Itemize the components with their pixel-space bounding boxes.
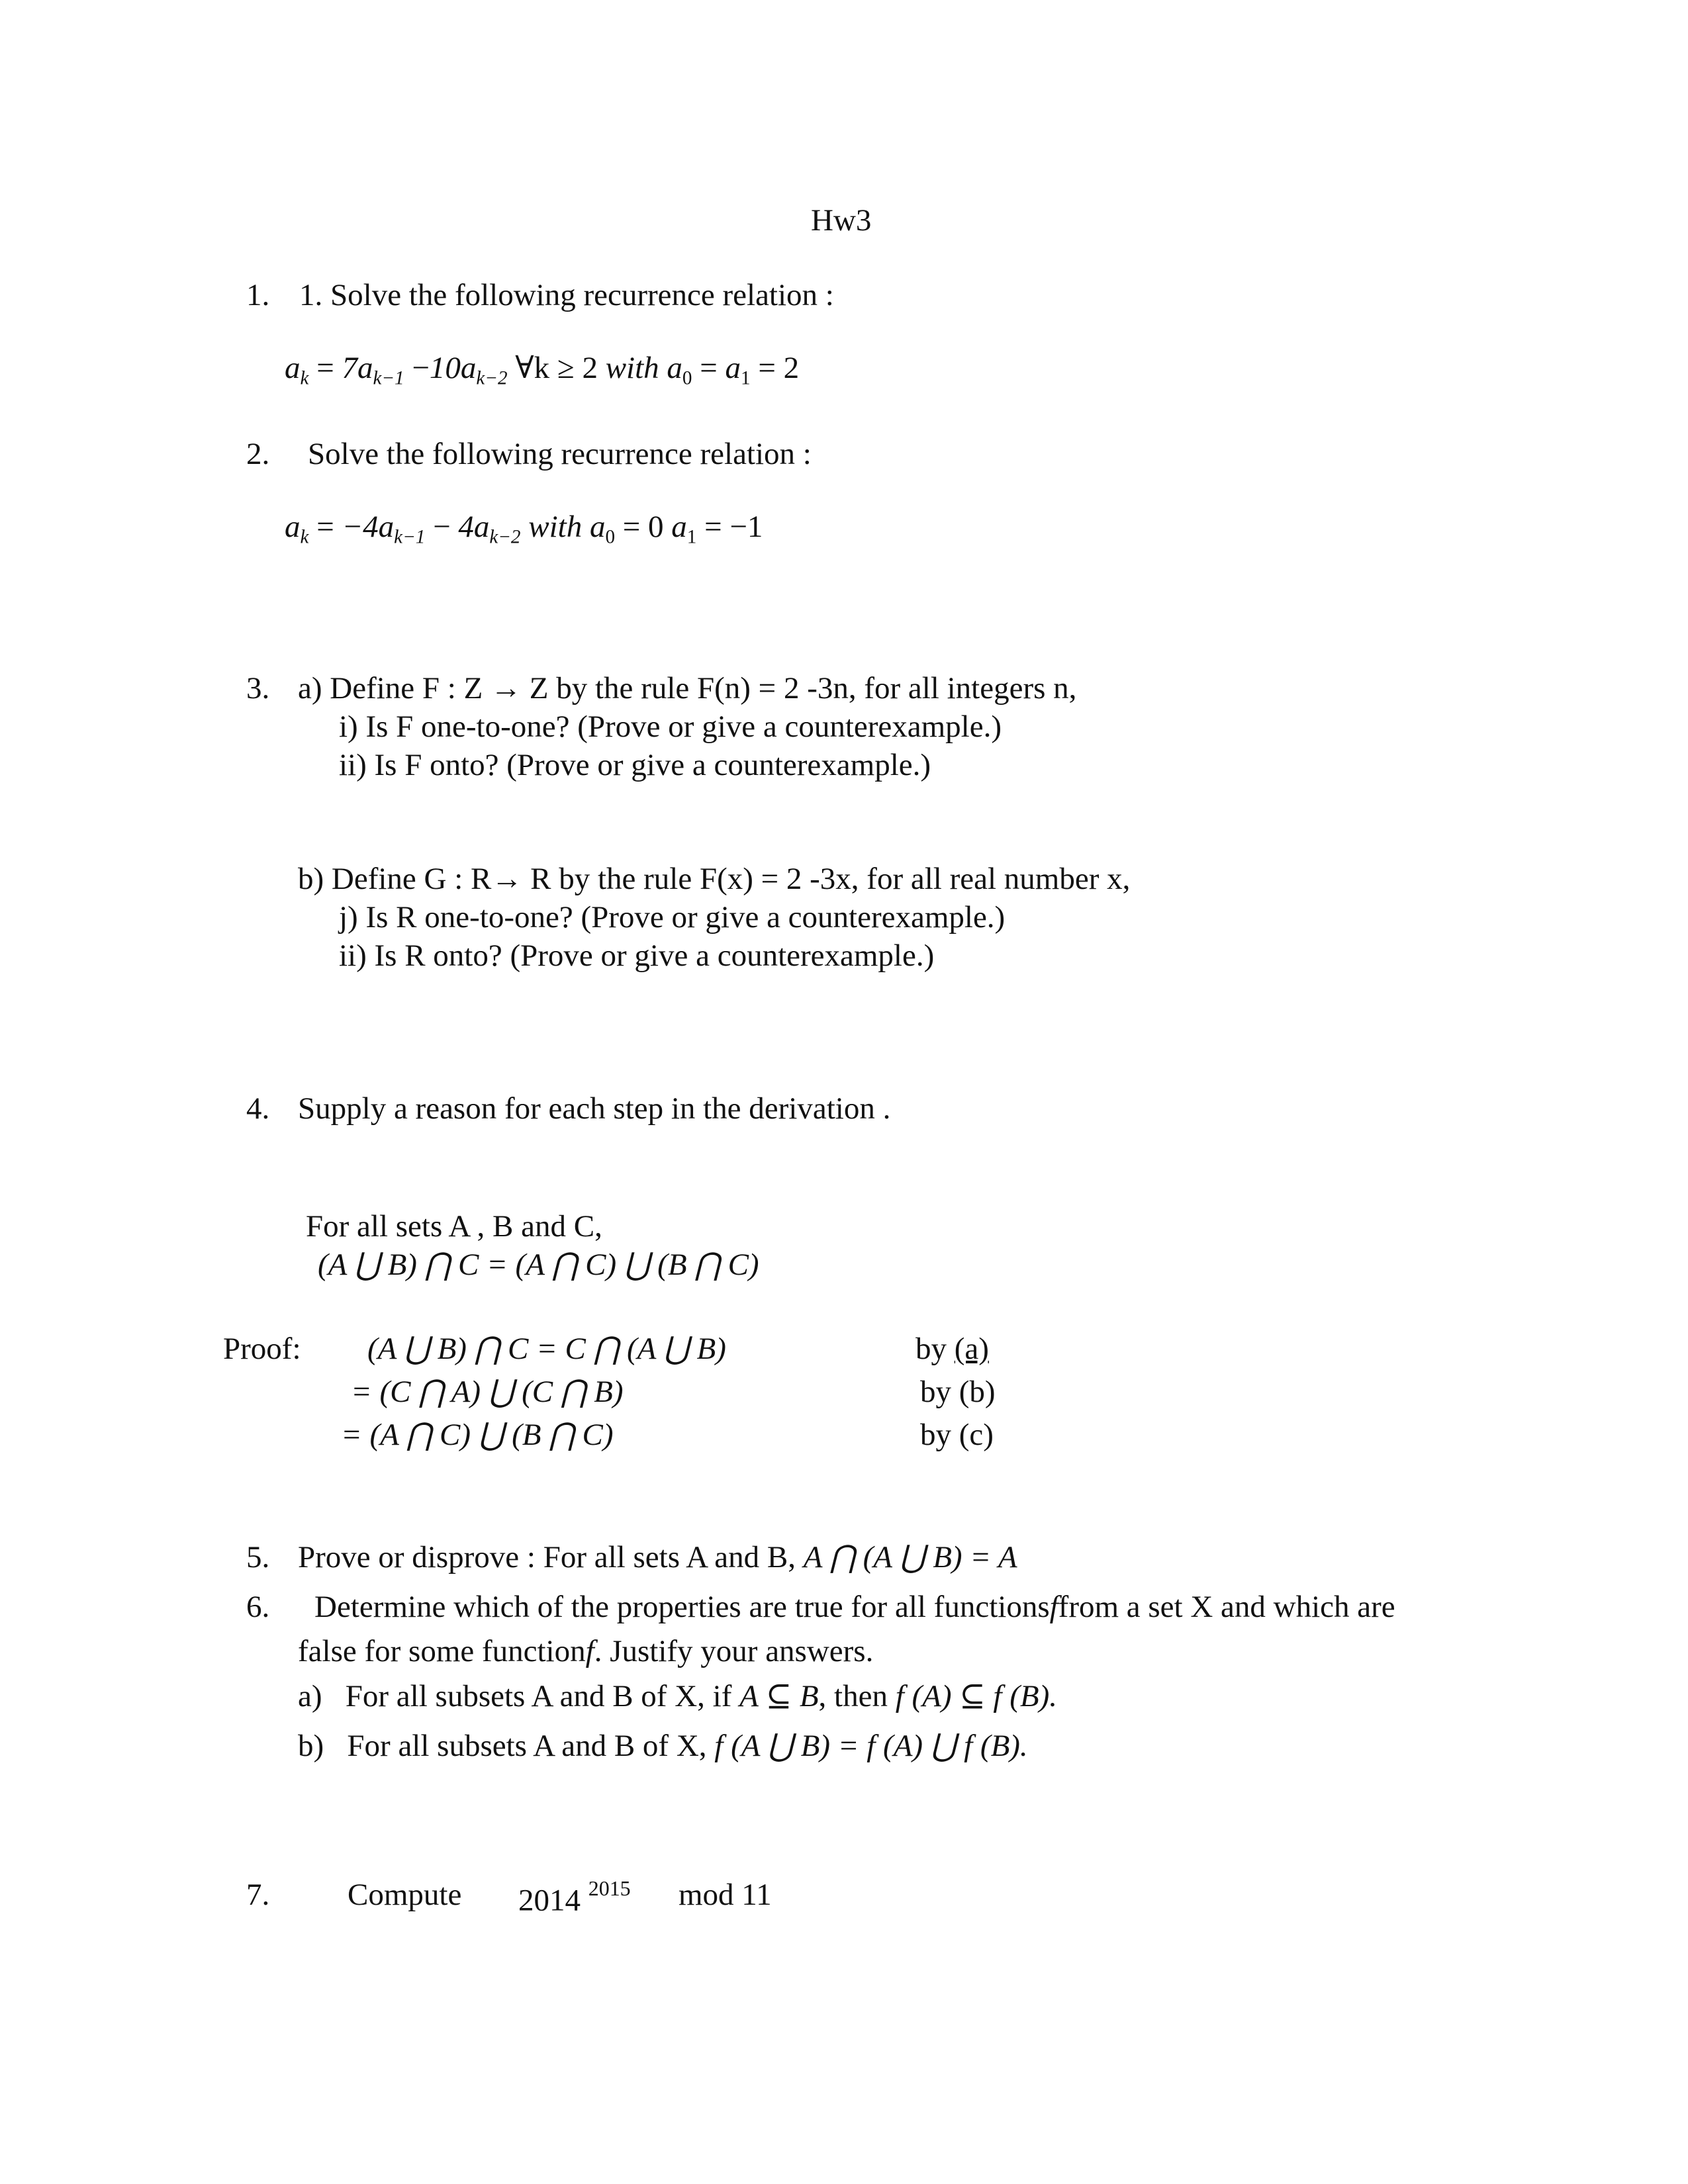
q6-line2-pre: false for some function bbox=[298, 1634, 586, 1668]
q1-eq-equals2: = bbox=[700, 351, 718, 385]
q1-eq-term1: 7a bbox=[342, 351, 373, 385]
q1-eq-with: with bbox=[605, 351, 659, 385]
q2-number: 2. bbox=[246, 437, 270, 471]
q2-eq-with: with bbox=[528, 510, 583, 544]
q6-part-a-expr2: f (A) ⊆ f (B). bbox=[895, 1679, 1057, 1713]
q4-proof-step2: = (C ⋂ A) ⋃ (C ⋂ B) bbox=[351, 1375, 624, 1409]
q7-exponent: 2015 bbox=[588, 1877, 631, 1900]
q2-text: Solve the following recurrence relation : bbox=[308, 437, 812, 471]
q7-base: 2014 bbox=[518, 1883, 581, 1918]
q4-reason-2: by (b) bbox=[920, 1375, 996, 1409]
q3-part-b-j: j) Is R one-to-one? (Prove or give a counterexample.) bbox=[339, 900, 1006, 934]
q1-eq-value: = 2 bbox=[758, 351, 800, 385]
q6-function-f2: f bbox=[585, 1634, 594, 1668]
q2-eq-a0-sub: 0 bbox=[605, 526, 616, 548]
page-title: Hw3 bbox=[811, 203, 872, 238]
q4-reason-3: by (c) bbox=[920, 1418, 994, 1452]
q6-line1-pre: Determine which of the properties are true for all functions bbox=[314, 1590, 1050, 1624]
q4-proof-step3: = (A ⋂ C) ⋃ (B ⋂ C) bbox=[341, 1418, 614, 1452]
q4-proof-step1: (A ⋃ B) ⋂ C = C ⋂ (A ⋃ B) bbox=[367, 1332, 726, 1366]
q6-part-b-text: For all subsets A and B of X, bbox=[347, 1729, 707, 1763]
q2-eq-term2: 4a bbox=[458, 510, 490, 544]
q6-line2-post: . Justify your answers. bbox=[594, 1634, 874, 1668]
q5-number: 5. bbox=[246, 1540, 270, 1574]
q2-eq-a0: a bbox=[589, 510, 606, 544]
q1-eq-term2: 10a bbox=[429, 351, 477, 385]
q2-eq-minus: − bbox=[433, 510, 451, 544]
q2-eq-term2-sub: k−2 bbox=[489, 526, 521, 548]
q1-eq-lhs: a bbox=[285, 351, 301, 385]
q3-part-a-ii: ii) Is F onto? (Prove or give a counterexample.) bbox=[339, 748, 931, 782]
q6-line-2 bbox=[298, 1633, 873, 1670]
q6-number: 6. bbox=[246, 1590, 270, 1624]
q6-part-a bbox=[298, 1678, 1057, 1715]
q1-eq-a1-sub: 1 bbox=[741, 367, 751, 389]
q7-word: Compute bbox=[348, 1878, 462, 1912]
q1-eq-term2-sub: k−2 bbox=[476, 367, 508, 389]
q4-text: Supply a reason for each step in the derivation . bbox=[298, 1091, 891, 1126]
q2-eq-lhs: a bbox=[285, 510, 301, 544]
q4-reason-1-ref: (a) bbox=[954, 1332, 989, 1366]
q3-part-b: b) Define G : R→ R by the rule F(x) = 2 -3x, for all real number x, bbox=[298, 862, 1131, 896]
q1-eq-a0-sub: 0 bbox=[682, 367, 692, 389]
q1-eq-term1-sub: k−1 bbox=[373, 367, 404, 389]
q5-expression: A ⋂ (A ⋃ B) = A bbox=[803, 1540, 1017, 1574]
q5-prompt bbox=[298, 1539, 1017, 1576]
q6-part-a-then: , then bbox=[818, 1679, 888, 1713]
q2-eq-a1-value: = −1 bbox=[704, 510, 763, 544]
q6-line-1 bbox=[314, 1588, 1395, 1625]
q1-eq-a0: a bbox=[667, 351, 682, 385]
q2-eq-a1-sub: 1 bbox=[686, 526, 697, 548]
q6-function-f: f bbox=[1049, 1590, 1058, 1624]
q2-eq-term1: −4a bbox=[342, 510, 395, 544]
q2-eq-equals: = bbox=[316, 510, 334, 544]
q2-eq-term1-sub: k−1 bbox=[394, 526, 426, 548]
q2-eq-a0-value: = 0 bbox=[622, 510, 664, 544]
q7-number: 7. bbox=[246, 1878, 270, 1912]
q6-line1-post: from a set X and which are bbox=[1058, 1590, 1395, 1624]
q6-part-a-expr1: A ⊆ B bbox=[739, 1679, 819, 1713]
q2-eq-a1: a bbox=[671, 510, 687, 544]
q4-number: 4. bbox=[246, 1091, 270, 1126]
q3-number: 3. bbox=[246, 671, 270, 705]
q1-prompt bbox=[299, 277, 834, 314]
q1-equation bbox=[285, 349, 799, 387]
q1-inner-number: 1. bbox=[299, 278, 323, 312]
q4-reason-1-prefix: by bbox=[915, 1332, 955, 1366]
q1-eq-minus: − bbox=[412, 351, 430, 385]
q1-text: Solve the following recurrence relation : bbox=[330, 278, 834, 312]
q4-statement: For all sets A , B and C, bbox=[306, 1209, 602, 1244]
q3-part-b-ii: ii) Is R onto? (Prove or give a counterexample.) bbox=[339, 938, 935, 973]
q3-part-a-i: i) Is F one-to-one? (Prove or give a counterexample.) bbox=[339, 709, 1002, 744]
q4-reason-1 bbox=[915, 1330, 989, 1367]
q6-part-b bbox=[298, 1727, 1028, 1764]
q6-part-b-expr: f (A ⋃ B) = f (A) ⋃ f (B). bbox=[714, 1729, 1028, 1763]
q5-text: Prove or disprove : For all sets A and B, bbox=[298, 1540, 796, 1574]
q4-identity: (A ⋃ B) ⋂ C = (A ⋂ C) ⋃ (B ⋂ C) bbox=[318, 1248, 759, 1282]
q1-eq-equals: = bbox=[316, 351, 334, 385]
q1-eq-lhs-sub: k bbox=[300, 367, 309, 389]
q6-part-b-label: b) bbox=[298, 1729, 324, 1763]
q4-proof-label: Proof: bbox=[223, 1332, 301, 1366]
q6-part-a-text: For all subsets A and B of X, if bbox=[345, 1679, 732, 1713]
q1-eq-condition: ∀k ≥ 2 bbox=[515, 351, 598, 385]
q1-eq-a1: a bbox=[725, 351, 741, 385]
q2-equation bbox=[285, 508, 763, 548]
q1-number: 1. bbox=[246, 278, 270, 312]
q3-part-a: a) Define F : Z → Z by the rule F(n) = 2 -3n, for all integers n, bbox=[298, 671, 1077, 705]
q6-part-a-label: a) bbox=[298, 1679, 322, 1713]
q7-expression bbox=[518, 1876, 631, 1919]
q7-mod: mod 11 bbox=[679, 1878, 772, 1912]
q2-eq-lhs-sub: k bbox=[300, 526, 309, 548]
